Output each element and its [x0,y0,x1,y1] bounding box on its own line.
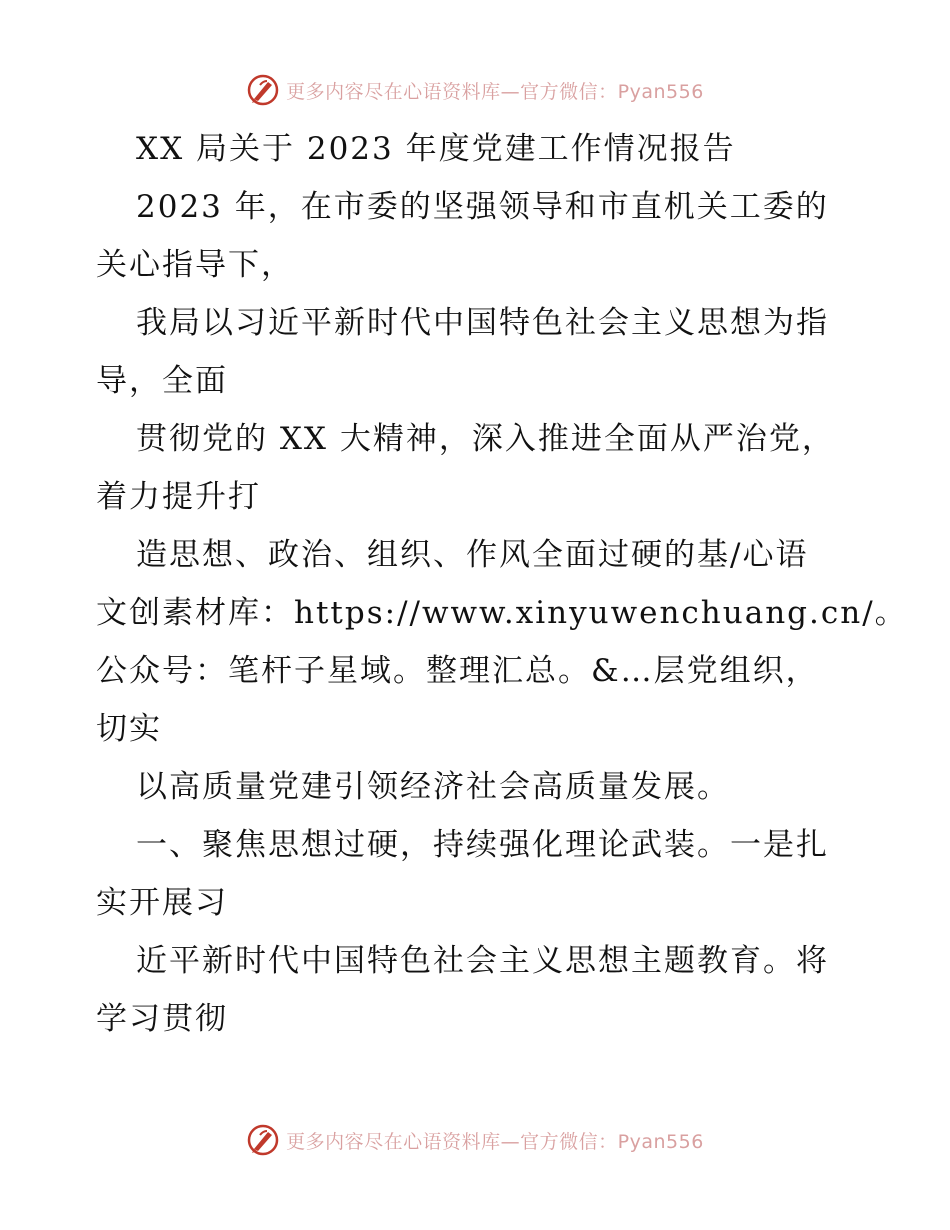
document-line: 以高质量党建引领经济社会高质量发展。 [136,769,730,805]
header-watermark-text: 更多内容尽在心语资料库—官方微信：Pyan556 [286,80,704,103]
document-line: 公众号：笔杆子星域。整理汇总。&…层党组织， [96,653,819,689]
footer-watermark-banner [0,1120,950,1160]
document-line: 我局以习近平新时代中国特色社会主义思想为指 [136,305,829,341]
document-line: 着力提升打 [96,479,261,515]
document-line: 切实 [96,711,162,747]
footer-watermark-text: 更多内容尽在心语资料库—官方微信：Pyan556 [286,1130,704,1153]
pen-logo-icon [246,73,280,107]
document-line: 2023 年，在市委的坚强领导和市直机关工委的 [136,189,829,225]
document-line: 实开展习 [96,885,228,921]
document-line: 文创素材库：https://www.xinyuwenchuang.cn/。 [96,595,908,631]
document-line: 近平新时代中国特色社会主义思想主题教育。将 [136,943,829,979]
document-body [96,120,908,1048]
document-line: 学习贯彻 [96,1001,228,1037]
document-line: 一、聚焦思想过硬，持续强化理论武装。一是扎 [136,827,829,863]
document-line: 导，全面 [96,363,228,399]
document-line: 贯彻党的 XX 大精神，深入推进全面从严治党， [136,421,835,457]
document-line: 造思想、政治、组织、作风全面过硬的基/心语 [136,537,809,573]
header-watermark-banner [0,70,950,110]
document-line: XX 局关于 2023 年度党建工作情况报告 [136,131,736,167]
document-line: 关心指导下， [96,247,294,283]
pen-logo-icon [246,1123,280,1157]
